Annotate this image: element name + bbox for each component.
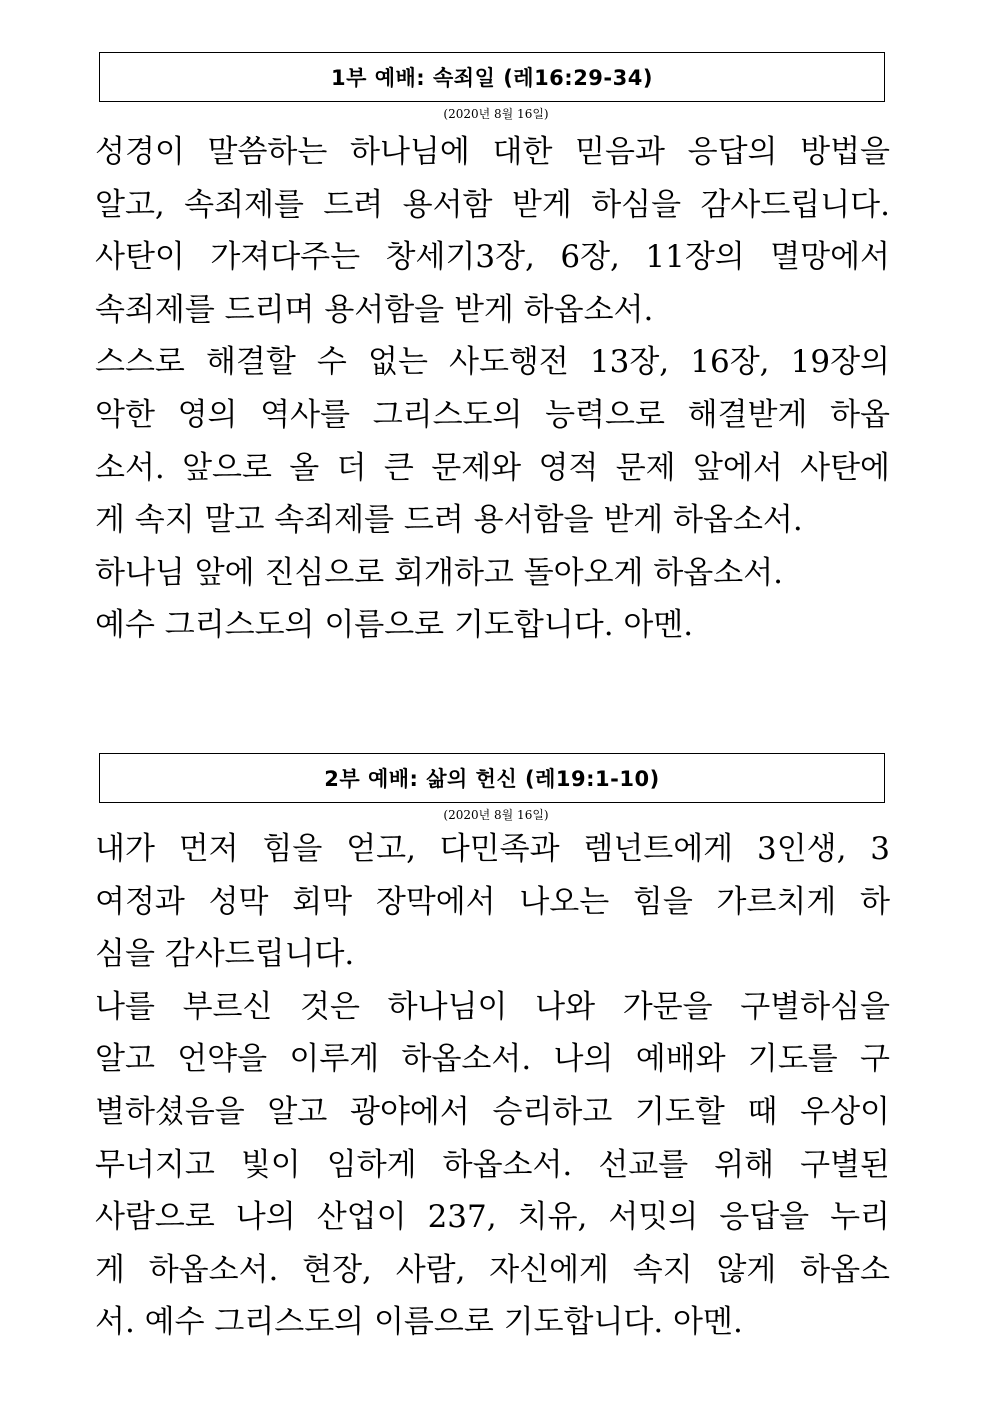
section-1-title: 1부 예배: 속죄일 (레16:29-34) (99, 52, 885, 102)
prayer-line: 성경이 말씀하는 하나님에 대한 믿음과 응답의 방법을 (95, 134, 890, 170)
prayer-line: 게 속지 말고 속죄제를 드려 용서함을 받게 하옵소서. (95, 502, 803, 539)
prayer-line: 여정과 성막 회막 장막에서 나오는 힘을 가르치게 하 (95, 883, 890, 920)
prayer-line: 나를 부르신 것은 하나님이 나와 가문을 구별하심을 (95, 988, 890, 1025)
prayer-line: 심을 감사드립니다. (95, 936, 355, 973)
prayer-line: 게 하옵소서. 현장, 사람, 자신에게 속지 않게 하옵소 (95, 1251, 890, 1288)
prayer-line: 속죄제를 드리며 용서함을 받게 하옵소서. (95, 291, 654, 328)
prayer-line: 알고, 속죄제를 드려 용서함 받게 하심을 감사드립니다. (95, 186, 890, 223)
section-2-date: (2020년 8월 16일) (443, 808, 549, 822)
section-2-prayer (95, 823, 890, 1349)
prayer-line: 무너지고 빛이 임하게 하옵소서. 선교를 위해 구별된 (95, 1146, 890, 1183)
prayer-line: 사람으로 나의 산업이 237, 치유, 서밋의 응답을 누리 (95, 1199, 890, 1236)
prayer-line: 스스로 해결할 수 없는 사도행전 13장, 16장, 19장의 (95, 344, 890, 381)
prayer-line: 하나님 앞에 진심으로 회개하고 돌아오게 하옵소서. (95, 554, 783, 591)
prayer-line: 소서. 앞으로 올 더 큰 문제와 영적 문제 앞에서 사탄에 (95, 449, 890, 486)
prayer-line: 내가 먼저 힘을 얻고, 다민족과 렘넌트에게 3인생, 3 (95, 831, 890, 867)
prayer-line: 사탄이 가져다주는 창세기3장, 6장, 11장의 멸망에서 (95, 239, 890, 276)
section-2-title: 2부 예배: 삶의 헌신 (레19:1-10) (99, 753, 885, 803)
section-1-date: (2020년 8월 16일) (443, 107, 549, 121)
prayer-line: 서. 예수 그리스도의 이름으로 기도합니다. 아멘. (95, 1304, 743, 1341)
prayer-line: 알고 언약을 이루게 하옵소서. 나의 예배와 기도를 구 (95, 1041, 890, 1078)
prayer-line: 예수 그리스도의 이름으로 기도합니다. 아멘. (95, 607, 694, 644)
section-1-prayer (95, 126, 890, 652)
prayer-line: 악한 영의 역사를 그리스도의 능력으로 해결받게 하옵 (95, 396, 890, 433)
prayer-line: 별하셨음을 알고 광야에서 승리하고 기도할 때 우상이 (95, 1093, 890, 1130)
